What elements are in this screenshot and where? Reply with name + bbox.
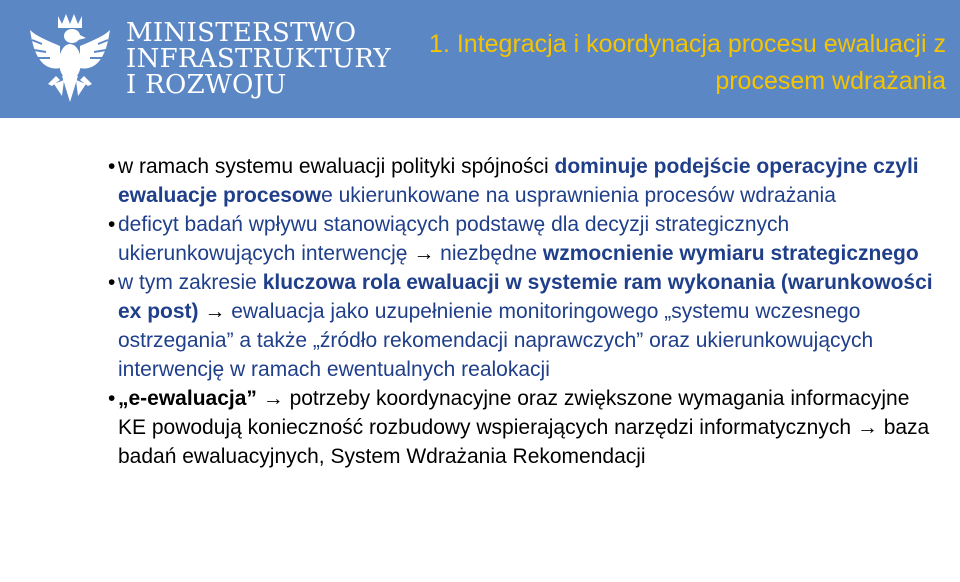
ministry-line: I ROZWOJU <box>126 70 287 100</box>
header-banner <box>0 0 960 118</box>
bullet-text: e ukierunkowane na usprawnienia procesów wdrażania <box>321 184 836 207</box>
bullet-text: niezbędne <box>434 242 543 265</box>
bullet-emphasis: wzmocnienie wymiaru strategicznego <box>542 242 919 265</box>
bullet-emphasis: kluczowa rola ewaluacji w systemie ram wykonania (warunkowości ex post) <box>118 271 933 323</box>
ministry-line: MINISTERSTWO <box>126 18 357 48</box>
bullet-item-3 <box>108 268 938 384</box>
arrow-icon: → <box>198 300 232 323</box>
bullet-marker: • <box>108 213 116 236</box>
bullet-marker: • <box>108 387 116 410</box>
bullet-marker: • <box>108 155 116 178</box>
bullet-text: ewaluacja jako uzupełnienie monitoringowego „systemu wczesnego ostrzegania” a także „źródło rekomendacji naprawczych” oraz ukierunkowujących interwencję w ramach ewentualnych realokacji <box>118 300 874 381</box>
bullet-list <box>108 152 938 471</box>
bullet-text: → potrzeby koordynacyjne oraz zwiększone wymagania informacyjne KE powodują konieczność rozbudowy wspierających narzędzi informatycznych → baza badań ewaluacyjnych, System Wdrażania Rekomendacji <box>118 387 930 468</box>
bullet-item-1 <box>108 152 938 210</box>
eagle-emblem-icon <box>28 10 112 108</box>
bullet-marker: • <box>108 271 116 294</box>
arrow-icon: → <box>413 242 435 265</box>
bullet-text: w tym zakresie <box>118 271 263 294</box>
ministry-name <box>126 20 391 98</box>
bullet-text: deficyt badań wpływu stanowiących podstawę dla decyzji strategicznych ukierunkowujących interwencję <box>118 213 790 265</box>
bullet-item-4 <box>108 384 938 471</box>
bullet-emphasis: „e-ewaluacja” <box>118 387 257 410</box>
bullet-item-2 <box>108 210 938 268</box>
bullet-emphasis: dominuje podejście operacyjne czyli ewaluacje procesow <box>118 155 919 207</box>
ministry-line: INFRASTRUKTURY <box>126 44 391 74</box>
bullet-text: w ramach systemu ewaluacji polityki spójności <box>118 155 555 178</box>
slide-title: 1. Integracja i koordynacja procesu ewaluacji z procesem wdrażania <box>429 30 946 95</box>
